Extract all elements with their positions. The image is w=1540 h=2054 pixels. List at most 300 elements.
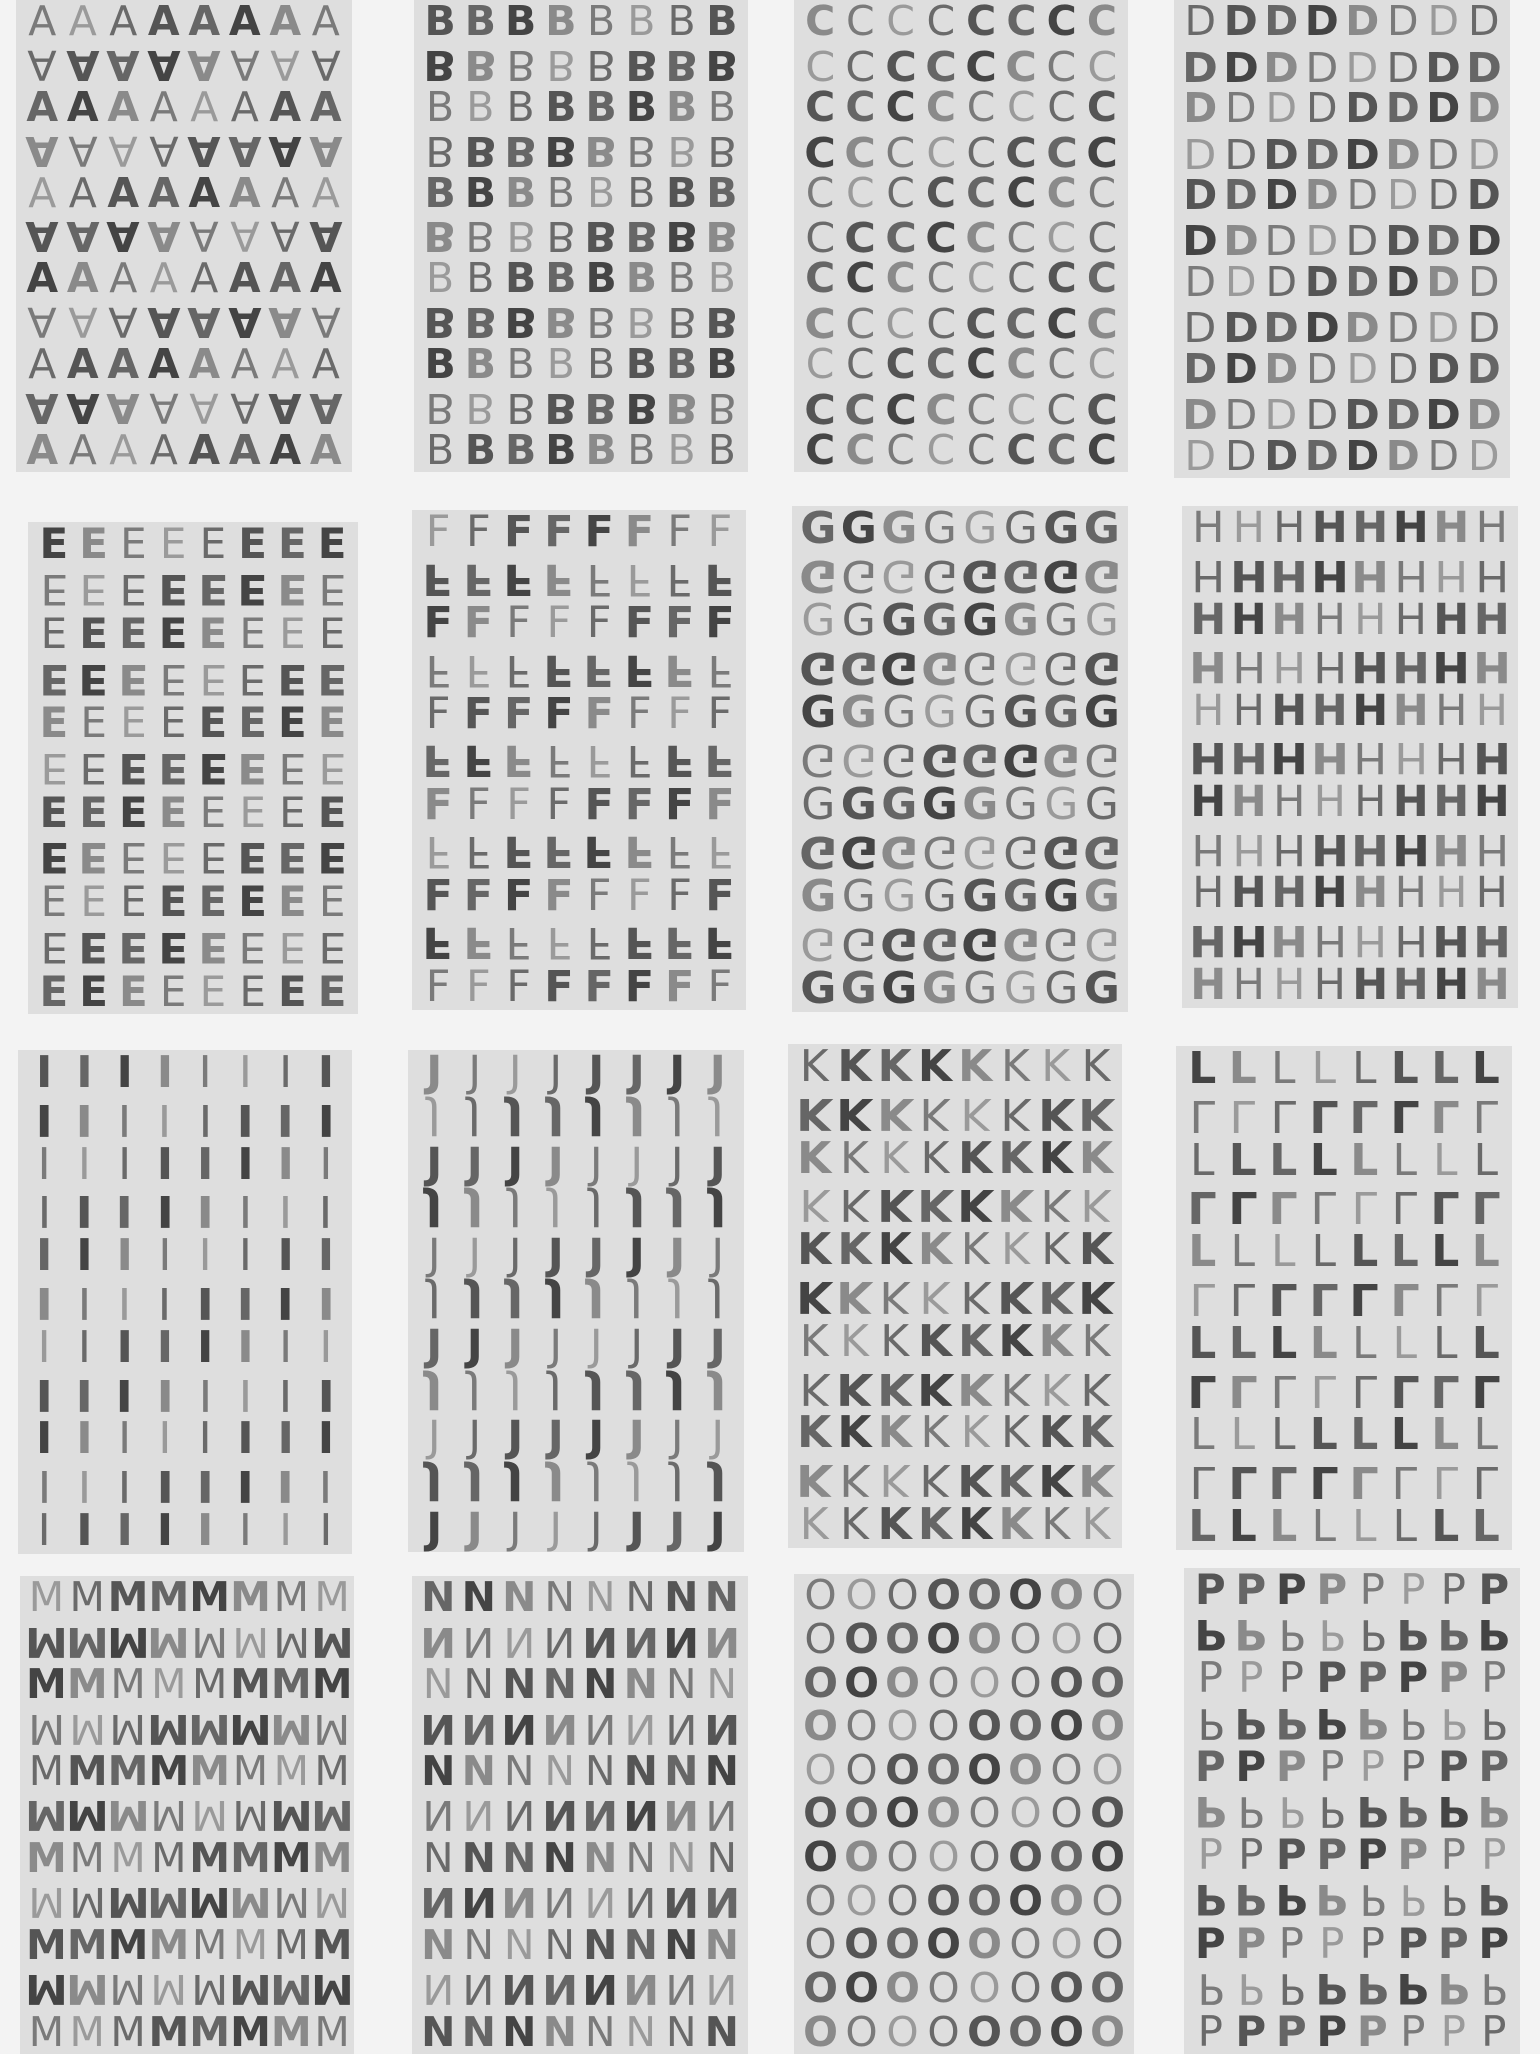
- letter-glyph: L: [1230, 1409, 1255, 1461]
- letter-glyph: F: [583, 644, 615, 695]
- letter-glyph: H: [1191, 823, 1226, 874]
- letter-glyph: E: [39, 743, 68, 793]
- letter-glyph: O: [967, 1614, 1002, 1663]
- letter-glyph: K: [879, 1270, 910, 1322]
- letter-glyph: A: [230, 212, 260, 261]
- letter-glyph: P: [1397, 1918, 1429, 1968]
- letter-glyph: K: [876, 1087, 913, 1139]
- letter-glyph: E: [78, 922, 109, 972]
- letter-glyph: D: [1345, 257, 1380, 306]
- letter-glyph: H: [1352, 959, 1389, 1008]
- letter-glyph: D: [1222, 41, 1259, 90]
- letter-glyph: M: [69, 1576, 105, 1622]
- letter-glyph: I: [35, 1230, 53, 1282]
- letter-glyph: N: [422, 1833, 454, 1882]
- letter-glyph: G: [880, 826, 919, 877]
- letter-glyph: D: [1426, 257, 1461, 306]
- letter-glyph: P: [1234, 1875, 1267, 1925]
- letter-glyph: N: [624, 1704, 657, 1753]
- letter-glyph: K: [958, 1499, 993, 1548]
- letter-glyph: N: [583, 1833, 618, 1882]
- letter-glyph: B: [665, 384, 699, 433]
- letter-glyph: M: [148, 1747, 190, 1796]
- letter-glyph: O: [844, 1833, 879, 1882]
- letter-glyph: K: [1081, 1499, 1111, 1548]
- letter-glyph: K: [797, 1407, 832, 1459]
- letter-glyph: G: [799, 550, 838, 601]
- letter-glyph: P: [1356, 1830, 1388, 1880]
- letter-glyph: I: [156, 1185, 174, 1237]
- letter-glyph: A: [269, 426, 302, 472]
- letter-glyph: P: [1237, 1963, 1265, 2013]
- letter-glyph: N: [421, 2007, 456, 2054]
- letter-glyph: G: [920, 734, 959, 785]
- letter-glyph: N: [582, 1965, 619, 2014]
- letter-glyph: I: [198, 1050, 212, 1098]
- letter-glyph: L: [1270, 1046, 1296, 1094]
- letter-glyph: F: [705, 779, 735, 830]
- letter-glyph: K: [917, 1044, 952, 1092]
- letter-glyph: H: [1352, 685, 1389, 736]
- letter-glyph: C: [805, 40, 836, 89]
- letter-glyph: H: [1352, 506, 1389, 554]
- letter-glyph: G: [880, 642, 919, 693]
- letter-glyph: A: [107, 340, 140, 389]
- letter-glyph: N: [663, 1791, 700, 1840]
- letter-glyph: A: [108, 126, 138, 175]
- letter-glyph: P: [1437, 1741, 1469, 1791]
- letter-glyph: A: [188, 426, 221, 472]
- letter-glyph: H: [1230, 594, 1267, 645]
- letter-glyph: J: [547, 1459, 565, 1510]
- letter-glyph: J: [506, 1093, 524, 1144]
- letter-glyph: B: [624, 212, 658, 261]
- letter-glyph: M: [110, 1660, 146, 1709]
- letter-glyph: G: [1043, 642, 1080, 693]
- letter-glyph: B: [544, 298, 578, 347]
- letter-glyph: A: [109, 426, 138, 472]
- letter-glyph: G: [1082, 642, 1121, 693]
- letter-glyph: E: [118, 743, 149, 793]
- letter-glyph: B: [625, 340, 657, 389]
- letter-glyph: B: [587, 0, 616, 45]
- letter-glyph: M: [269, 1965, 313, 2014]
- letter-glyph: M: [110, 1833, 146, 1882]
- letter-glyph: C: [1087, 168, 1117, 217]
- letter-glyph: K: [1041, 1044, 1071, 1092]
- letter-glyph: M: [66, 1747, 108, 1796]
- letter-glyph: O: [1008, 1833, 1043, 1882]
- letter-glyph: P: [1318, 1610, 1346, 1660]
- letter-glyph: A: [147, 0, 180, 45]
- letter-glyph: H: [1192, 506, 1225, 554]
- letter-glyph: E: [318, 608, 346, 658]
- letter-glyph: N: [541, 1965, 578, 2014]
- letter-glyph: O: [1090, 1658, 1125, 1707]
- letter-glyph: E: [318, 565, 347, 615]
- letter-glyph: K: [1081, 1044, 1111, 1092]
- letter-glyph: O: [1049, 1876, 1084, 1925]
- letter-glyph: L: [1270, 1364, 1297, 1416]
- letter-glyph: G: [1044, 963, 1079, 1012]
- letter-glyph: J: [426, 1050, 443, 1098]
- letter-glyph: H: [1352, 868, 1389, 919]
- letter-glyph: A: [106, 212, 140, 261]
- letter-panel-a: [16, 0, 352, 472]
- letter-glyph: F: [545, 917, 572, 968]
- letter-glyph: B: [667, 426, 696, 472]
- letter-glyph: M: [28, 1747, 65, 1796]
- letter-glyph: B: [626, 298, 657, 347]
- letter-glyph: C: [966, 426, 996, 472]
- letter-glyph: I: [198, 1368, 212, 1420]
- letter-glyph: H: [1433, 959, 1470, 1008]
- letter-glyph: J: [549, 1367, 563, 1418]
- letter-glyph: H: [1189, 732, 1228, 783]
- letter-glyph: J: [711, 1412, 725, 1463]
- letter-glyph: M: [65, 1617, 109, 1666]
- letter-glyph: B: [504, 0, 537, 45]
- letter-glyph: P: [1400, 2006, 1426, 2054]
- letter-glyph: E: [158, 787, 188, 837]
- letter-glyph: K: [799, 1044, 829, 1092]
- letter-glyph: K: [958, 1132, 993, 1184]
- letter-glyph: C: [925, 340, 956, 389]
- letter-glyph: E: [159, 654, 188, 704]
- letter-glyph: M: [148, 1920, 190, 1969]
- letter-glyph: F: [503, 510, 534, 558]
- letter-glyph: A: [228, 426, 261, 472]
- letter-glyph: P: [1235, 1568, 1267, 1615]
- letter-glyph: O: [886, 1574, 919, 1620]
- letter-glyph: G: [1001, 734, 1040, 785]
- letter-glyph: I: [237, 1413, 254, 1465]
- letter-glyph: N: [625, 1833, 657, 1882]
- letter-glyph: M: [231, 1791, 270, 1840]
- letter-glyph: H: [1189, 641, 1228, 692]
- letter-glyph: B: [424, 0, 456, 45]
- letter-glyph: M: [191, 1791, 229, 1840]
- letter-glyph: H: [1311, 506, 1348, 554]
- letter-glyph: D: [1305, 84, 1338, 133]
- letter-glyph: J: [549, 1503, 563, 1552]
- letter-glyph: K: [919, 1270, 951, 1322]
- letter-glyph: E: [119, 833, 148, 883]
- letter-glyph: F: [705, 870, 735, 921]
- letter-glyph: B: [463, 40, 497, 89]
- letter-glyph: D: [1184, 257, 1217, 306]
- letter-glyph: J: [628, 1093, 646, 1144]
- letter-glyph: H: [1190, 777, 1227, 828]
- letter-glyph: O: [1090, 1833, 1125, 1882]
- letter-glyph: N: [664, 1920, 699, 1969]
- letter-glyph: L: [1349, 1456, 1379, 1508]
- letter-glyph: J: [507, 1138, 524, 1189]
- letter-glyph: L: [1390, 1226, 1419, 1278]
- letter-glyph: P: [1356, 1786, 1389, 1836]
- letter-glyph: O: [885, 1789, 920, 1838]
- letter-glyph: P: [1477, 1610, 1510, 1660]
- letter-glyph: D: [1304, 431, 1339, 478]
- letter-glyph: O: [803, 1789, 838, 1838]
- letter-glyph: J: [670, 1412, 684, 1463]
- letter-glyph: B: [705, 40, 739, 89]
- letter-glyph: K: [798, 1179, 830, 1231]
- letter-glyph: K: [957, 1362, 994, 1414]
- letter-glyph: G: [1043, 918, 1080, 969]
- letter-glyph: F: [705, 598, 735, 649]
- letter-glyph: B: [707, 254, 736, 303]
- letter-glyph: G: [1044, 595, 1079, 646]
- letter-glyph: L: [1390, 1364, 1420, 1416]
- letter-glyph: G: [1082, 826, 1121, 877]
- letter-glyph: O: [885, 1964, 920, 2013]
- letter-glyph: C: [965, 212, 997, 261]
- letter-glyph: K: [1000, 1087, 1031, 1139]
- letter-glyph: I: [76, 1230, 93, 1282]
- letter-glyph: G: [1002, 642, 1039, 693]
- letter-glyph: L: [1310, 1181, 1337, 1233]
- letter-glyph: P: [1478, 1741, 1510, 1791]
- letter-glyph: C: [805, 212, 836, 261]
- letter-glyph: D: [1385, 257, 1420, 306]
- letter-glyph: F: [666, 553, 693, 604]
- letter-glyph: D: [1303, 128, 1340, 177]
- letter-glyph: G: [961, 734, 1000, 785]
- letter-glyph: M: [313, 1878, 351, 1927]
- letter-glyph: O: [803, 1702, 838, 1751]
- letter-glyph: C: [965, 40, 997, 89]
- letter-glyph: M: [189, 1833, 231, 1882]
- letter-glyph: K: [877, 1224, 912, 1276]
- letter-glyph: D: [1345, 431, 1380, 478]
- letter-glyph: K: [836, 1270, 873, 1322]
- letter-glyph: B: [504, 126, 538, 175]
- letter-glyph: E: [119, 966, 148, 1014]
- letter-glyph: C: [804, 126, 836, 175]
- letter-glyph: H: [1230, 777, 1267, 828]
- letter-glyph: C: [1086, 0, 1117, 45]
- letter-glyph: P: [1275, 1830, 1307, 1880]
- letter-glyph: N: [462, 1617, 495, 1666]
- letter-glyph: P: [1478, 1568, 1510, 1615]
- letter-glyph: P: [1396, 1963, 1429, 2013]
- letter-glyph: K: [837, 1224, 872, 1276]
- letter-glyph: C: [845, 254, 876, 303]
- letter-glyph: H: [1433, 777, 1470, 828]
- letter-glyph: L: [1471, 1181, 1501, 1233]
- letter-glyph: M: [148, 2007, 190, 2054]
- letter-glyph: D: [1466, 344, 1501, 393]
- letter-glyph: L: [1269, 1317, 1298, 1369]
- letter-glyph: B: [587, 168, 616, 217]
- letter-glyph: M: [270, 2007, 312, 2054]
- letter-glyph: J: [466, 1185, 484, 1236]
- letter-glyph: O: [927, 1833, 960, 1882]
- letter-glyph: M: [230, 1660, 271, 1709]
- letter-glyph: K: [1080, 1362, 1112, 1414]
- letter-glyph: E: [239, 787, 266, 837]
- letter-glyph: G: [921, 779, 958, 830]
- letter-glyph: D: [1263, 41, 1300, 90]
- letter-glyph: P: [1319, 1741, 1345, 1791]
- letter-glyph: C: [925, 212, 957, 261]
- letter-glyph: P: [1237, 1786, 1265, 1836]
- letter-glyph: P: [1194, 1918, 1226, 1968]
- letter-glyph: G: [1002, 595, 1039, 646]
- letter-glyph: D: [1467, 302, 1501, 351]
- letter-glyph: C: [1006, 168, 1037, 217]
- letter-glyph: O: [1050, 1789, 1083, 1838]
- letter-glyph: A: [25, 384, 59, 433]
- letter-glyph: P: [1356, 1653, 1388, 1703]
- letter-glyph: H: [1354, 594, 1387, 645]
- letter-glyph: C: [804, 384, 836, 433]
- letter-glyph: C: [1046, 168, 1077, 217]
- letter-glyph: B: [667, 0, 696, 45]
- letter-glyph: N: [544, 1747, 576, 1796]
- letter-glyph: A: [147, 40, 181, 89]
- letter-glyph: H: [1433, 506, 1470, 554]
- letter-glyph: F: [667, 510, 692, 558]
- letter-glyph: L: [1473, 1409, 1498, 1461]
- letter-glyph: J: [628, 1503, 645, 1552]
- letter-glyph: D: [1184, 0, 1217, 46]
- letter-glyph: K: [997, 1270, 1034, 1322]
- letter-glyph: O: [926, 1745, 961, 1794]
- letter-glyph: L: [1189, 1409, 1215, 1461]
- letter-glyph: B: [627, 168, 656, 217]
- letter-glyph: G: [800, 871, 837, 922]
- letter-glyph: B: [665, 40, 699, 89]
- letter-glyph: C: [925, 82, 956, 131]
- letter-glyph: F: [505, 644, 532, 695]
- letter-glyph: L: [1309, 1456, 1339, 1508]
- letter-glyph: O: [926, 1789, 961, 1838]
- letter-glyph: I: [317, 1050, 335, 1098]
- letter-glyph: C: [1086, 426, 1117, 472]
- letter-glyph: I: [156, 1321, 174, 1373]
- letter-glyph: D: [1465, 41, 1502, 90]
- letter-glyph: J: [670, 1276, 684, 1327]
- letter-glyph: M: [269, 1704, 313, 1753]
- letter-glyph: P: [1194, 1568, 1226, 1615]
- letter-glyph: G: [962, 642, 999, 693]
- letter-glyph: D: [1425, 41, 1462, 90]
- letter-glyph: M: [27, 1704, 65, 1753]
- letter-glyph: I: [319, 1138, 333, 1190]
- letter-glyph: P: [1278, 1653, 1304, 1703]
- letter-glyph: O: [927, 1658, 960, 1707]
- letter-glyph: B: [504, 298, 538, 347]
- letter-glyph: G: [922, 687, 957, 738]
- letter-panel-p: [1184, 1568, 1520, 2054]
- letter-glyph: A: [230, 40, 260, 89]
- letter-glyph: I: [37, 1138, 51, 1190]
- letter-glyph: P: [1356, 1963, 1389, 2013]
- letter-glyph: I: [317, 1093, 335, 1145]
- letter-glyph: E: [278, 922, 307, 972]
- letter-glyph: N: [503, 1747, 535, 1796]
- letter-glyph: O: [885, 1920, 920, 1969]
- letter-glyph: C: [886, 426, 915, 472]
- letter-glyph: H: [1474, 549, 1509, 600]
- letter-glyph: J: [547, 1276, 565, 1327]
- letter-glyph: L: [1351, 1046, 1377, 1094]
- letter-glyph: A: [188, 168, 221, 217]
- letter-glyph: A: [66, 82, 99, 131]
- letter-glyph: G: [1083, 506, 1120, 554]
- letter-glyph: A: [187, 40, 221, 89]
- letter-glyph: J: [630, 1321, 644, 1372]
- letter-glyph: P: [1316, 1568, 1348, 1615]
- letter-glyph: H: [1351, 641, 1390, 692]
- letter-glyph: F: [465, 826, 492, 877]
- letter-glyph: D: [1345, 0, 1380, 46]
- letter-panel-n: [412, 1576, 748, 2054]
- letter-glyph: G: [1083, 687, 1120, 738]
- letter-glyph: M: [26, 1833, 67, 1882]
- letter-glyph: F: [543, 826, 575, 877]
- letter-glyph: O: [845, 1876, 878, 1925]
- letter-glyph: D: [1427, 431, 1460, 478]
- letter-glyph: O: [1009, 1964, 1042, 2013]
- letter-glyph: A: [26, 254, 59, 303]
- letter-glyph: O: [844, 1789, 879, 1838]
- letter-glyph: J: [506, 1459, 524, 1510]
- letter-glyph: F: [624, 961, 655, 1010]
- letter-glyph: P: [1277, 1963, 1305, 2013]
- letter-glyph: N: [463, 1920, 495, 1969]
- letter-glyph: G: [961, 550, 1000, 601]
- letter-glyph: F: [586, 917, 613, 968]
- letter-glyph: H: [1311, 868, 1348, 919]
- letter-glyph: N: [665, 1833, 697, 1882]
- letter-glyph: A: [230, 340, 259, 389]
- letter-panel-o: [794, 1574, 1134, 2054]
- letter-glyph: G: [1001, 918, 1040, 969]
- letter-glyph: E: [79, 787, 108, 837]
- letter-glyph: E: [119, 565, 148, 615]
- letter-glyph: I: [319, 1321, 333, 1373]
- letter-glyph: L: [1187, 1181, 1217, 1233]
- letter-glyph: G: [881, 779, 918, 830]
- letter-glyph: L: [1471, 1501, 1500, 1550]
- letter-glyph: O: [1091, 1920, 1124, 1969]
- letter-glyph: L: [1472, 1272, 1499, 1324]
- letter-glyph: K: [958, 1044, 993, 1092]
- letter-glyph: I: [317, 1413, 335, 1465]
- letter-glyph: K: [1038, 1407, 1073, 1459]
- letter-glyph: P: [1194, 1786, 1227, 1836]
- letter-glyph: P: [1356, 1698, 1389, 1748]
- letter-glyph: F: [425, 510, 451, 558]
- letter-glyph: M: [314, 1576, 350, 1622]
- letter-glyph: H: [1272, 641, 1307, 692]
- letter-glyph: A: [28, 168, 57, 217]
- letter-glyph: J: [589, 1321, 603, 1372]
- letter-glyph: N: [501, 1965, 538, 2014]
- letter-glyph: B: [584, 384, 618, 433]
- letter-glyph: H: [1313, 777, 1346, 828]
- letter-glyph: N: [703, 1878, 740, 1927]
- letter-glyph: P: [1275, 2006, 1307, 2054]
- letter-glyph: K: [879, 1454, 910, 1506]
- letter-glyph: M: [232, 1747, 269, 1796]
- letter-glyph: J: [670, 1459, 684, 1510]
- letter-glyph: E: [278, 877, 307, 927]
- letter-glyph: B: [424, 340, 456, 389]
